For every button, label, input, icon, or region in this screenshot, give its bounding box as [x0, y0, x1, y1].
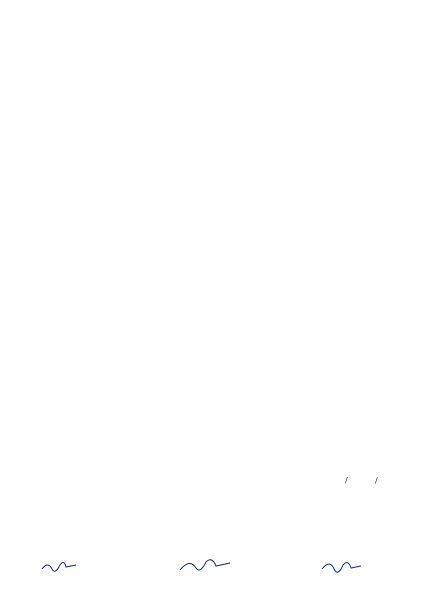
- total-points: /: [345, 476, 348, 485]
- total-sets: /: [375, 476, 378, 485]
- home-signature: [42, 562, 76, 571]
- away-signature: [180, 560, 230, 570]
- ref-signature: [322, 563, 361, 573]
